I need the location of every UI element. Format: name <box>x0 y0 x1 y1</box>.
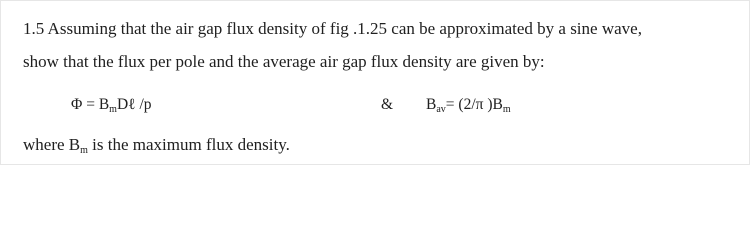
formula-left-subscript: m <box>109 104 117 115</box>
formula-right-subscript: av <box>436 104 446 115</box>
definition-prefix: where B <box>23 135 81 154</box>
formula-left-main: Φ = B <box>71 96 110 113</box>
flux-per-pole-formula <box>71 97 152 115</box>
definition-subscript: m <box>80 145 88 156</box>
formula-left-tail: Dℓ /p <box>116 96 152 113</box>
definition-line <box>23 136 290 156</box>
formula-separator: & <box>381 96 394 113</box>
definition-suffix: is the maximum flux density. <box>87 135 290 154</box>
average-flux-density-formula <box>426 97 511 115</box>
formula-right-middle: = (2/π )B <box>445 96 503 113</box>
problem-statement-line-1: 1.5 Assuming that the air gap flux density of fig .1.25 can be approximated by a sine wave, <box>23 19 642 38</box>
formula-right-subscript-2: m <box>502 104 511 115</box>
formula-right-main: B <box>426 96 437 113</box>
problem-statement-line-2: show that the flux per pole and the average air gap flux density are given by: <box>23 52 545 71</box>
